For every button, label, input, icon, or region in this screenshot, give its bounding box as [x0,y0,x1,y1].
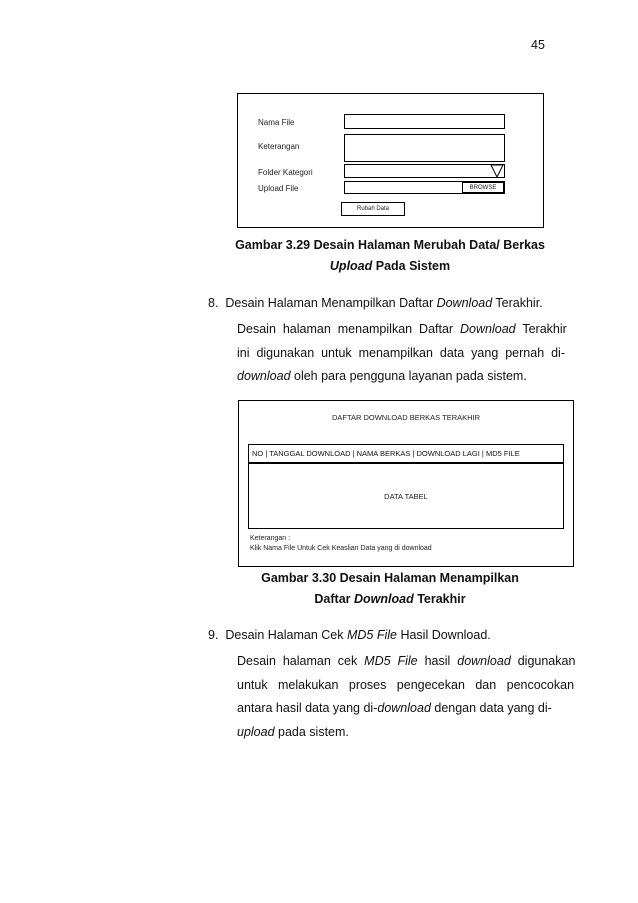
para-line: untuk melakukan proses pengecekan dan pencocokan [237,677,575,692]
text-italic: MD5 File [364,654,418,668]
text-run: digunakan [510,654,576,668]
heading-italic: MD5 File [346,628,397,642]
text-run: Terakhir [515,322,567,336]
download-list-title: DAFTAR DOWNLOAD BERKAS TERAKHIR [331,413,481,422]
section-9-paragraph [237,650,576,744]
heading-text: 8. Desain Halaman Menampilkan Daftar [208,296,437,310]
nama-file-label: Nama File [258,118,295,127]
note-text: Klik Nama File Untuk Cek Keaslian Data yang di download [250,545,432,552]
edit-file-form-mockup [237,93,544,228]
text-run: oleh para pengguna layanan pada sistem. [290,369,527,383]
section-8-paragraph [237,318,567,389]
data-table-label: DATA TABEL [384,491,428,501]
figure-3-29-caption-line2 [180,259,600,273]
text-italic: download [377,701,431,715]
section-8-heading [208,296,543,310]
note-label: Keterangan : [250,535,291,542]
figure-3-30-caption-line1: Gambar 3.30 Desain Halaman Menampilkan [261,571,519,585]
para-line [237,365,547,389]
heading-italic: Download [436,296,493,310]
keterangan-field[interactable] [344,134,505,162]
nama-file-field[interactable] [344,114,505,129]
text-italic: Download [460,322,516,336]
download-list-mockup [238,400,574,567]
heading-text: 9. Desain Halaman Cek [208,628,347,642]
text-run: Desain halaman menampilkan Daftar [237,322,461,336]
figure-3-30-caption-line2 [195,592,585,606]
para-line [237,650,576,674]
text-run: hasil [417,654,458,668]
folder-kategori-select[interactable] [344,164,505,178]
text-run: antara hasil data yang di- [237,701,378,715]
data-table-area [248,463,564,529]
text-italic: download [457,654,511,668]
dropdown-arrow-icon [490,164,504,178]
para-line [237,697,552,721]
text-italic: download [237,369,291,383]
caption-rest: Pada Sistem [372,259,451,273]
table-header-row: NO | TANGGAL DOWNLOAD | NAMA BERKAS | DOWNLOAD LAGI | MD5 FILE [248,444,564,463]
heading-suffix: Terakhir. [492,296,543,310]
para-line: ini digunakan untuk menampilkan data yang pernah di- [237,345,565,360]
folder-kategori-label: Folder Kategori [258,168,313,177]
heading-text: Hasil Download. [396,628,491,642]
para-line [237,721,547,745]
para-line [237,318,567,342]
caption-text: Daftar [314,592,354,606]
upload-file-label: Upload File [258,184,299,193]
figure-3-29-caption-line1: Gambar 3.29 Desain Halaman Merubah Data/ Berkas [235,238,545,252]
text-run: Desain halaman cek [237,654,365,668]
text-run: pada sistem. [274,724,349,739]
browse-button[interactable]: BROWSE [462,182,504,193]
text-italic: upload [237,724,275,739]
caption-italic-upload: Upload [329,259,373,273]
caption-italic: Download [354,592,414,606]
caption-text: Terakhir [413,592,466,606]
section-9-heading [208,628,491,642]
page-number: 45 [531,38,545,52]
rubah-data-button[interactable]: Rubah Data [341,202,405,216]
keterangan-label: Keterangan [258,142,300,151]
text-run: dengan data yang di- [430,701,552,715]
